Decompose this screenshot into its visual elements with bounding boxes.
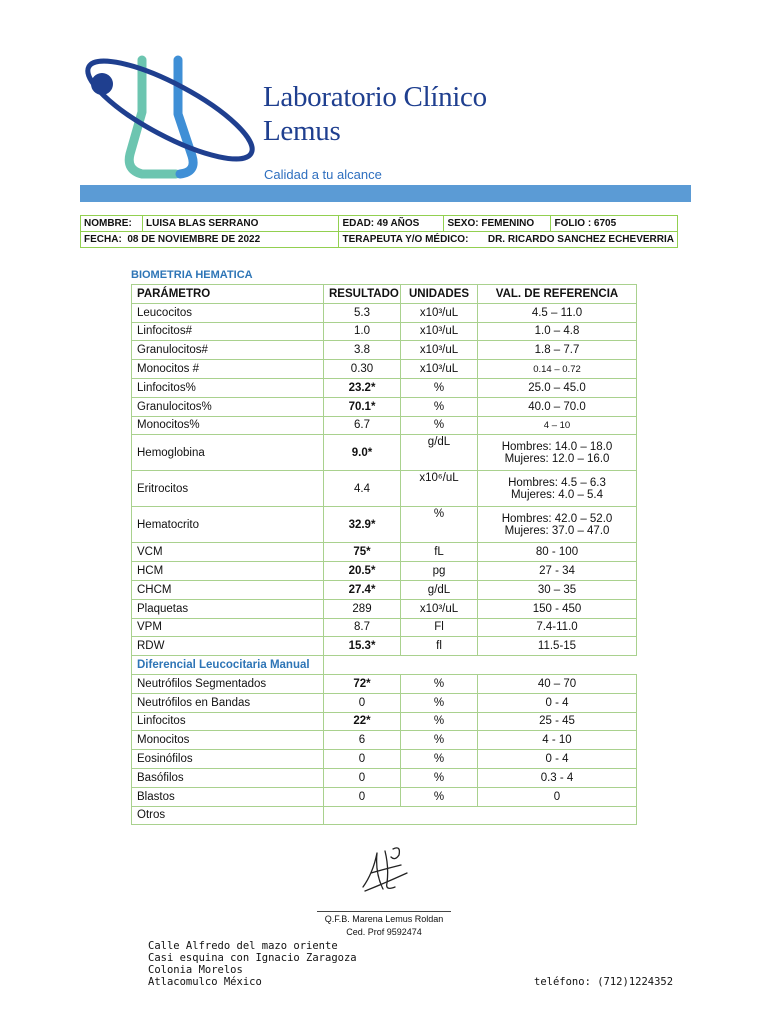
result-value: 23.2* — [324, 378, 401, 397]
table-row — [132, 341, 637, 360]
reference: 0.14 – 0.72 — [478, 360, 637, 379]
reference: 80 - 100 — [478, 543, 637, 562]
result-value: 0 — [324, 787, 401, 806]
unit: x10³/uL — [401, 303, 478, 322]
param-name: Linfocitos% — [132, 378, 324, 397]
reference: 25 - 45 — [478, 712, 637, 731]
param-name: Eosinófilos — [132, 750, 324, 769]
header-referencia: VAL. DE REFERENCIA — [478, 285, 637, 304]
reference: 150 - 450 — [478, 599, 637, 618]
unit: x10³/uL — [401, 599, 478, 618]
table-row — [132, 360, 637, 379]
param-name: Linfocitos# — [132, 322, 324, 341]
param-name: HCM — [132, 562, 324, 581]
address-line: Colonia Morelos — [148, 964, 243, 976]
address-line: Casi esquina con Ignacio Zaragoza — [148, 952, 357, 964]
result-value: 32.9* — [324, 507, 401, 543]
reference: 25.0 – 45.0 — [478, 378, 637, 397]
unit: % — [401, 674, 478, 693]
results-table — [131, 284, 637, 825]
unit: % — [401, 507, 478, 543]
unit: % — [401, 712, 478, 731]
reference: 0 - 4 — [478, 693, 637, 712]
results-header-row — [132, 285, 637, 304]
param-name: Basófilos — [132, 768, 324, 787]
reference-women: Mujeres: 12.0 – 16.0 — [504, 452, 610, 465]
lab-name-line1: Laboratorio Clínico — [263, 81, 487, 113]
unit: % — [401, 378, 478, 397]
param-name: Leucocitos — [132, 303, 324, 322]
reference: 4 - 10 — [478, 731, 637, 750]
table-row — [132, 435, 637, 471]
table-row — [132, 731, 637, 750]
table-row — [132, 768, 637, 787]
reference: 40.0 – 70.0 — [478, 397, 637, 416]
result-value: 9.0* — [324, 435, 401, 471]
unit: x10³/uL — [401, 322, 478, 341]
unit: % — [401, 787, 478, 806]
reference-men: Hombres: 4.5 – 6.3 — [508, 476, 606, 489]
param-name: Plaquetas — [132, 599, 324, 618]
otros-value — [324, 806, 637, 825]
unit: % — [401, 768, 478, 787]
table-row — [132, 599, 637, 618]
patient-name: LUISA BLAS SERRANO — [143, 216, 339, 232]
param-name: Hemoglobina — [132, 435, 324, 471]
param-name: Monocitos # — [132, 360, 324, 379]
reference — [478, 507, 637, 543]
unit: x10³/uL — [401, 341, 478, 360]
result-value: 75* — [324, 543, 401, 562]
reference: 11.5-15 — [478, 637, 637, 656]
result-value: 15.3* — [324, 637, 401, 656]
unit: g/dL — [401, 435, 478, 471]
doctor-name: DR. RICARDO SANCHEZ ECHEVERRIA — [487, 234, 674, 245]
param-name: VCM — [132, 543, 324, 562]
result-value: 3.8 — [324, 341, 401, 360]
differential-title: Diferencial Leucocitaria Manual — [132, 656, 324, 675]
table-row — [132, 618, 637, 637]
reference-men: Hombres: 14.0 – 18.0 — [501, 440, 613, 453]
unit: % — [401, 750, 478, 769]
reference-women: Mujeres: 4.0 – 5.4 — [510, 488, 604, 501]
param-name: Granulocitos# — [132, 341, 324, 360]
name-label: NOMBRE: — [81, 216, 143, 232]
date-cell — [81, 232, 339, 248]
table-row — [132, 378, 637, 397]
lab-logo — [80, 52, 260, 187]
param-name: RDW — [132, 637, 324, 656]
unit: % — [401, 693, 478, 712]
address-line: Calle Alfredo del mazo oriente — [148, 940, 338, 952]
reference: 7.4-11.0 — [478, 618, 637, 637]
reference: 4.5 – 11.0 — [478, 303, 637, 322]
table-row — [132, 674, 637, 693]
result-value: 5.3 — [324, 303, 401, 322]
unit: pg — [401, 562, 478, 581]
table-row — [132, 416, 637, 435]
result-value: 0.30 — [324, 360, 401, 379]
doctor-cell — [339, 232, 678, 248]
table-row — [132, 471, 637, 507]
table-row — [132, 637, 637, 656]
patient-age: EDAD: 49 AÑOS — [339, 216, 444, 232]
reference: 30 – 35 — [478, 580, 637, 599]
reference: 27 - 34 — [478, 562, 637, 581]
result-value: 72* — [324, 674, 401, 693]
tagline: Calidad a tu alcance — [264, 167, 382, 182]
result-value: 0 — [324, 768, 401, 787]
signer-cedula: Ced. Prof 9592474 — [346, 927, 422, 937]
differential-title-row — [132, 656, 637, 675]
table-row — [132, 562, 637, 581]
section-title: BIOMETRIA HEMATICA — [131, 269, 253, 281]
unit: % — [401, 397, 478, 416]
signer-name: Q.F.B. Marena Lemus Roldan — [324, 914, 444, 924]
reference: 40 – 70 — [478, 674, 637, 693]
table-row — [132, 322, 637, 341]
result-value: 0 — [324, 750, 401, 769]
table-row — [132, 580, 637, 599]
folio: FOLIO : 6705 — [551, 216, 678, 232]
unit: % — [401, 416, 478, 435]
param-name: Neutrófilos en Bandas — [132, 693, 324, 712]
table-row — [132, 787, 637, 806]
result-value: 4.4 — [324, 471, 401, 507]
unit: fl — [401, 637, 478, 656]
patient-info-table — [80, 215, 678, 248]
param-name: Monocitos — [132, 731, 324, 750]
result-value: 289 — [324, 599, 401, 618]
result-value: 27.4* — [324, 580, 401, 599]
param-name: Blastos — [132, 787, 324, 806]
reference: 4 – 10 — [478, 416, 637, 435]
table-row — [132, 303, 637, 322]
doctor-label: TERAPEUTA Y/O MÉDICO: — [342, 234, 469, 245]
reference-women: Mujeres: 37.0 – 47.0 — [504, 524, 610, 537]
result-value: 22* — [324, 712, 401, 731]
result-value: 1.0 — [324, 322, 401, 341]
param-name: Linfocitos — [132, 712, 324, 731]
table-row — [132, 507, 637, 543]
param-name: CHCM — [132, 580, 324, 599]
table-row — [132, 712, 637, 731]
report-date: 08 DE NOVIEMBRE DE 2022 — [127, 234, 261, 245]
reference: 0.3 - 4 — [478, 768, 637, 787]
phone-number: teléfono: (712)1224352 — [534, 976, 674, 988]
unit: Fl — [401, 618, 478, 637]
unit: x10⁶/uL — [401, 471, 478, 507]
reference — [478, 471, 637, 507]
unit: x10³/uL — [401, 360, 478, 379]
lab-name-line2: Lemus — [263, 115, 341, 147]
header-resultado: RESULTADO — [324, 285, 401, 304]
table-row — [132, 543, 637, 562]
reference: 1.0 – 4.8 — [478, 322, 637, 341]
otros-row — [132, 806, 637, 825]
param-name: Monocitos% — [132, 416, 324, 435]
result-value: 70.1* — [324, 397, 401, 416]
result-value: 20.5* — [324, 562, 401, 581]
result-value: 6 — [324, 731, 401, 750]
param-name: Granulocitos% — [132, 397, 324, 416]
differential-title-spacer — [324, 656, 637, 675]
unit: fL — [401, 543, 478, 562]
handwritten-signature — [355, 843, 415, 895]
address-line: Atlacomulco México — [148, 976, 262, 988]
reference: 0 — [478, 787, 637, 806]
patient-sex: SEXO: FEMENINO — [444, 216, 551, 232]
table-row — [132, 397, 637, 416]
lab-name — [263, 80, 487, 148]
unit: % — [401, 731, 478, 750]
otros-label: Otros — [132, 806, 324, 825]
reference — [478, 435, 637, 471]
param-name: Hematocrito — [132, 507, 324, 543]
result-value: 0 — [324, 693, 401, 712]
table-row — [132, 693, 637, 712]
result-value: 6.7 — [324, 416, 401, 435]
header-parametro: PARÁMETRO — [132, 285, 324, 304]
param-name: Eritrocitos — [132, 471, 324, 507]
table-row — [132, 750, 637, 769]
reference: 0 - 4 — [478, 750, 637, 769]
param-name: VPM — [132, 618, 324, 637]
header-unidades: UNIDADES — [401, 285, 478, 304]
param-name: Neutrófilos Segmentados — [132, 674, 324, 693]
signature-line — [317, 911, 451, 912]
unit: g/dL — [401, 580, 478, 599]
reference: 1.8 – 7.7 — [478, 341, 637, 360]
reference-men: Hombres: 42.0 – 52.0 — [501, 512, 613, 525]
result-value: 8.7 — [324, 618, 401, 637]
date-label: FECHA: — [84, 234, 122, 245]
header-band — [80, 185, 691, 202]
